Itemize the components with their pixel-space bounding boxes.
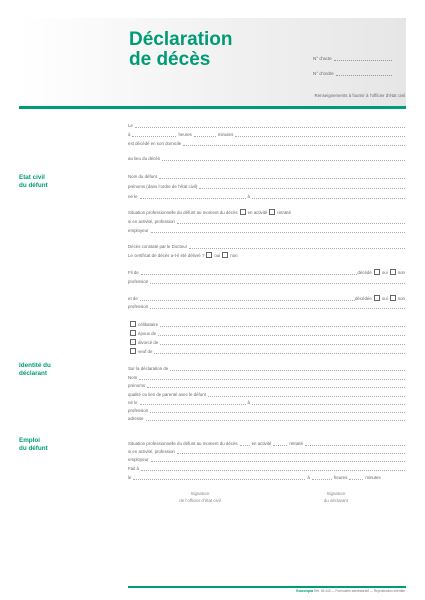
page-title [129, 30, 232, 70]
field-prenoms-declarant[interactable] [147, 384, 405, 388]
row-employeur-defunt[interactable] [128, 226, 405, 233]
label-si-activite-2: si en activité, profession [128, 449, 175, 454]
label-employeur-2: employeur [128, 457, 149, 462]
acte-number-field[interactable] [313, 56, 392, 61]
checkbox-retraite[interactable] [269, 209, 275, 215]
label-lieu-deces: au lieu du décès [128, 156, 160, 161]
footer-reference [296, 589, 405, 593]
header-divider [19, 106, 406, 109]
row-profession-defunt[interactable] [128, 217, 405, 224]
field-ne-a-declarant[interactable] [252, 401, 405, 405]
field-employeur-emploi[interactable] [151, 458, 406, 462]
row-pere[interactable] [128, 268, 405, 275]
label-minutes: minutes [217, 132, 234, 137]
field-veuf[interactable] [154, 350, 405, 354]
label-prenoms-defunt: prénoms (dans l’ordre de l’état civil) [128, 184, 198, 189]
checkbox-divorce[interactable] [130, 339, 136, 345]
label-profession-mere: profession [128, 304, 149, 309]
label-situation: Situation professionnelle du défunt au moment du décès [128, 210, 238, 215]
row-heure-deces[interactable] [128, 130, 405, 137]
field-nom-defunt[interactable] [159, 175, 405, 179]
section-etat-civil [19, 174, 48, 190]
field-profession-defunt[interactable] [177, 220, 405, 224]
field-ne-a[interactable] [252, 195, 405, 199]
signature-declarant-line-2: du déclarant [323, 498, 349, 503]
row-naissance-declarant[interactable] [128, 398, 405, 405]
signature-officier [160, 490, 240, 504]
label-certificat-oui: oui [214, 253, 221, 258]
field-epoux[interactable] [158, 332, 405, 336]
row-situation-emploi[interactable] [128, 439, 405, 446]
label-en-activite: en activité [247, 210, 268, 215]
label-fils-de: Fil de [128, 270, 139, 275]
section-etat-civil-line-1: Etat civil [19, 174, 45, 181]
label-adresse: adresse [128, 416, 144, 421]
field-ne-le[interactable] [140, 195, 246, 199]
field-mere[interactable] [140, 297, 355, 301]
label-certificat-non: non [230, 253, 238, 258]
label-ne-le-declarant: né le [128, 400, 138, 405]
row-certificat[interactable] [128, 251, 405, 258]
row-profession-mere[interactable] [128, 302, 405, 309]
label-situation-emploi: Situation professionnelle du défunt au moment du décès [128, 441, 238, 446]
label-heures: heures [178, 132, 192, 137]
acte-number-label: N° d’acte [313, 56, 332, 61]
label-epoux: époux de [138, 331, 157, 336]
row-nom-declarant[interactable] [128, 373, 405, 380]
field-activite-gap [273, 442, 287, 446]
label-pere-non: non [397, 270, 405, 275]
label-minutes-2: minutes [365, 475, 381, 480]
signature-officier-line-2: de l’officier d’état civil [179, 498, 221, 503]
field-lieu-deces[interactable] [162, 157, 405, 161]
label-en-activite-2: en activité [251, 441, 272, 446]
field-declarant[interactable] [170, 367, 405, 371]
field-heures[interactable] [194, 133, 216, 137]
field-celibataire[interactable] [160, 323, 405, 327]
field-profession-emploi[interactable] [177, 450, 405, 454]
field-retraite-2[interactable] [305, 442, 405, 446]
label-ne-le: né le [128, 194, 138, 199]
field-pere[interactable] [141, 271, 358, 275]
row-situation-pro[interactable] [128, 208, 405, 215]
row-epoux[interactable] [128, 329, 405, 336]
acte-number-line [334, 57, 392, 61]
checkbox-pere-oui[interactable] [374, 269, 380, 275]
checkbox-mere-non[interactable] [390, 295, 396, 301]
field-prenoms-defunt[interactable] [199, 185, 405, 189]
checkbox-celibataire[interactable] [130, 321, 136, 327]
label-prenoms-declarant: prénoms [128, 383, 146, 388]
section-identite-line-1: Identité du [19, 362, 51, 369]
label-a: à [128, 132, 131, 137]
field-a[interactable] [132, 133, 176, 137]
label-sur-la-declaration: Sur la déclaration de [128, 366, 169, 371]
field-domicile[interactable] [183, 142, 405, 146]
label-profession-declarant: profession [128, 408, 149, 413]
field-minutes[interactable] [235, 133, 405, 137]
ordre-number-field[interactable] [313, 71, 392, 76]
field-profession-mere[interactable] [150, 305, 405, 309]
ordre-number-line [336, 72, 392, 76]
label-retraite-2: retraité [289, 441, 304, 446]
label-heures-2: heures [333, 475, 348, 480]
field-le[interactable] [135, 124, 405, 128]
label-employeur: employeur [128, 228, 149, 233]
label-et-de: et de [128, 296, 138, 301]
field-nom-declarant[interactable] [139, 376, 405, 380]
row-prenoms-declarant[interactable] [128, 381, 405, 388]
row-nom-defunt[interactable] [128, 172, 405, 179]
row-divorce[interactable] [128, 338, 405, 345]
label-mere-oui: oui [381, 296, 388, 301]
checkbox-certificat-oui[interactable] [206, 252, 212, 258]
section-emploi-line-2: du défunt [19, 445, 48, 452]
label-mere-decedee: décédée [354, 296, 372, 301]
label-nom-declarant: Nom [128, 375, 138, 380]
checkbox-epoux[interactable] [130, 330, 136, 336]
field-situation-gap [240, 442, 250, 446]
row-declarant[interactable] [128, 364, 405, 371]
label-ne-a-declarant: à [247, 400, 250, 405]
label-veuf: veuf de [138, 349, 153, 354]
field-employeur-defunt[interactable] [151, 229, 406, 233]
field-ne-le-declarant[interactable] [140, 401, 246, 405]
checkbox-veuf[interactable] [130, 348, 136, 354]
label-pere-oui: oui [381, 270, 388, 275]
field-divorce[interactable] [160, 341, 405, 345]
field-profession-declarant[interactable] [150, 409, 405, 413]
label-le: Le [128, 123, 133, 128]
row-celibataire[interactable] [128, 320, 405, 327]
label-le-2: le [128, 475, 132, 480]
label-deces-constate: Décès constaté par le Docteur [128, 244, 188, 249]
checkbox-mere-oui[interactable] [374, 295, 380, 301]
row-profession-pere[interactable] [128, 277, 405, 284]
checkbox-pere-non[interactable] [390, 269, 396, 275]
label-a-2: à [307, 475, 310, 480]
label-profession-pere: profession [128, 279, 149, 284]
row-qualite-declarant[interactable] [128, 390, 405, 397]
row-est-decede[interactable] [128, 139, 405, 146]
label-ne-a: à [247, 194, 250, 199]
footer-text: Réf. 56 440 — Formulaire administratif — Reproduction interdite [314, 589, 405, 593]
footer-divider [128, 586, 406, 588]
section-identite-line-2: déclarant [19, 370, 47, 377]
label-divorce: divorcé de [138, 340, 159, 345]
label-certificat: Le certificat de décès a-t-il été délivré ? [128, 253, 205, 258]
row-veuf[interactable] [128, 347, 405, 354]
row-mere[interactable] [128, 294, 405, 301]
signature-declarant-line-1: Signature [326, 491, 346, 496]
row-adresse-declarant[interactable] [128, 414, 405, 421]
label-nom-defunt: Nom du défunt [128, 174, 157, 179]
label-pere-decede: décédé [357, 270, 372, 275]
footer-brand: Exacompta [296, 589, 314, 593]
section-emploi [19, 437, 48, 453]
label-celibataire: célibataire [138, 322, 159, 327]
title-line-1: Déclaration [129, 29, 233, 50]
field-qualite[interactable] [208, 393, 405, 397]
checkbox-en-activite[interactable] [240, 209, 246, 215]
row-naissance-defunt[interactable] [128, 192, 405, 199]
row-fait-a[interactable] [128, 464, 405, 471]
header-note: Renseignements à fournir à l’officier d’état civil [314, 93, 405, 98]
signature-declarant [296, 490, 376, 504]
field-le-2[interactable] [133, 476, 305, 480]
section-identite [19, 362, 51, 378]
field-fait-a[interactable] [141, 467, 405, 471]
field-docteur[interactable] [189, 245, 405, 249]
row-date-deces[interactable] [128, 121, 405, 128]
row-profession-emploi[interactable] [128, 447, 405, 454]
label-est-decede: est décédé en son domicile [128, 141, 182, 146]
label-fait-a: Fait à [128, 466, 139, 471]
signature-officier-line-1: Signature [190, 491, 210, 496]
field-a-2[interactable] [312, 476, 332, 480]
row-employeur-emploi[interactable] [128, 455, 405, 462]
field-profession-pere[interactable] [150, 280, 405, 284]
section-emploi-line-1: Emploi [19, 437, 40, 444]
field-heures-2[interactable] [349, 476, 363, 480]
label-retraite: retraité [277, 210, 292, 215]
label-qualite: qualité ou lien de parenté avec le défunt [128, 392, 206, 397]
ordre-number-label: N° d’ordre [313, 71, 334, 76]
row-profession-declarant[interactable] [128, 406, 405, 413]
checkbox-certificat-non[interactable] [222, 252, 228, 258]
field-adresse[interactable] [146, 417, 405, 421]
title-line-2: de décès [129, 49, 211, 70]
row-docteur[interactable] [128, 242, 405, 249]
row-fait-le[interactable] [128, 473, 405, 480]
row-prenoms-defunt[interactable] [128, 182, 405, 189]
label-mere-non: non [397, 296, 405, 301]
label-si-activite: si en activité, profession [128, 219, 175, 224]
section-etat-civil-line-2: du défunt [19, 182, 48, 189]
row-lieu-deces[interactable] [128, 154, 405, 161]
